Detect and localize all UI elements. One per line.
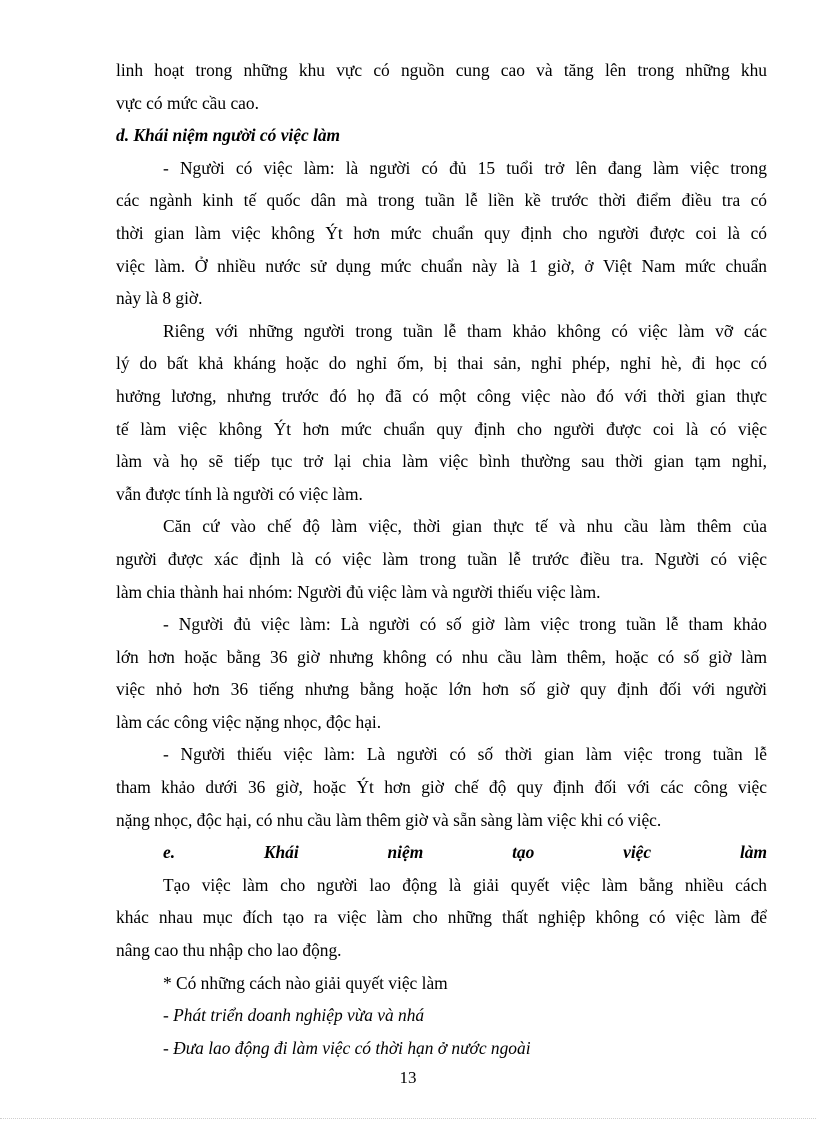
body-line: làm chia thành hai nhóm: Người đủ việc làm và người thiếu việc làm.: [116, 581, 601, 602]
body-line: người được xác định là có việc làm trong tuần lễ trước điều tra. Người có việc: [116, 548, 767, 569]
footer-divider: [0, 1118, 816, 1119]
document-body: [116, 54, 767, 1064]
body-line: hưởng lương, nhưng trước đó họ đã có một công việc nào đó với thời gian thực: [116, 385, 767, 406]
body-line: vẫn được tính là người có việc làm.: [116, 483, 363, 504]
body-line: làm các công việc nặng nhọc, độc hại.: [116, 711, 382, 732]
body-line: Riêng với những người trong tuần lễ tham khảo không có việc làm vỡ các: [163, 320, 767, 341]
body-line: thời gian làm việc không Ýt hơn mức chuẩn quy định cho người được coi là có: [116, 222, 767, 243]
section-heading-e: e. Khái niệm tạo việc làm: [163, 842, 767, 863]
body-line: lớn hơn hoặc bằng 36 giờ nhưng không có nhu cầu làm thêm, hoặc có số giờ làm: [116, 646, 767, 667]
body-line: Căn cứ vào chế độ làm việc, thời gian thực tế và nhu cầu làm thêm của: [163, 516, 767, 537]
body-line: vực có mức cầu cao.: [116, 92, 259, 113]
page-number: 13: [399, 1068, 417, 1087]
body-line: - Người có việc làm: là người có đủ 15 tuổi trở lên đang làm việc trong: [163, 157, 767, 178]
body-line: - Người đủ việc làm: Là người có số giờ làm việc trong tuần lễ tham khảo: [163, 614, 767, 635]
body-line: việc nhỏ hơn 36 tiếng nhưng bằng hoặc lớn hơn số giờ quy định đối với người: [116, 679, 767, 700]
body-line: làm và họ sẽ tiếp tục trở lại chia làm việc bình thường sau thời gian tạm nghỉ,: [116, 451, 767, 472]
body-line: nặng nhọc, độc hại, có nhu cầu làm thêm giờ và sẵn sàng làm việc khi có việc.: [116, 809, 662, 830]
section-heading-d: d. Khái niệm người có việc làm: [116, 125, 341, 146]
body-line: - Người thiếu việc làm: Là người có số thời gian làm việc trong tuần lễ: [163, 744, 767, 765]
body-line: nâng cao thu nhập cho lao động.: [116, 940, 342, 961]
body-line: tế làm việc không Ýt hơn mức chuẩn quy định cho người được coi là có việc: [116, 418, 767, 439]
body-line: tham khảo dưới 36 giờ, hoặc Ýt hơn giờ chế độ quy định đối với các công việc: [116, 777, 767, 798]
body-line: lý do bất khả kháng hoặc do nghỉ ốm, bị thai sản, nghỉ phép, nghỉ hè, đi học có: [116, 353, 767, 374]
body-line: Tạo việc làm cho người lao động là giải quyết việc làm bằng nhiều cách: [163, 874, 767, 895]
body-line: linh hoạt trong những khu vực có nguồn cung cao và tăng lên trong những khu: [116, 60, 767, 80]
list-heading: * Có những cách nào giải quyết việc làm: [163, 972, 448, 993]
body-line: khác nhau mục đích tạo ra việc làm cho những thất nghiệp không có việc làm để: [116, 907, 767, 928]
list-item: - Đưa lao động đi làm việc có thời hạn ở nước ngoài: [163, 1037, 531, 1058]
list-item: - Phát triển doanh nghiệp vừa và nhá: [163, 1005, 425, 1026]
body-line: này là 8 giờ.: [116, 288, 203, 309]
body-line: việc làm. Ở nhiều nước sử dụng mức chuẩn này là 1 giờ, ở Việt Nam mức chuẩn: [116, 255, 767, 276]
body-line: các ngành kinh tế quốc dân mà trong tuần lễ liền kề trước thời điểm điều tra có: [116, 190, 767, 211]
